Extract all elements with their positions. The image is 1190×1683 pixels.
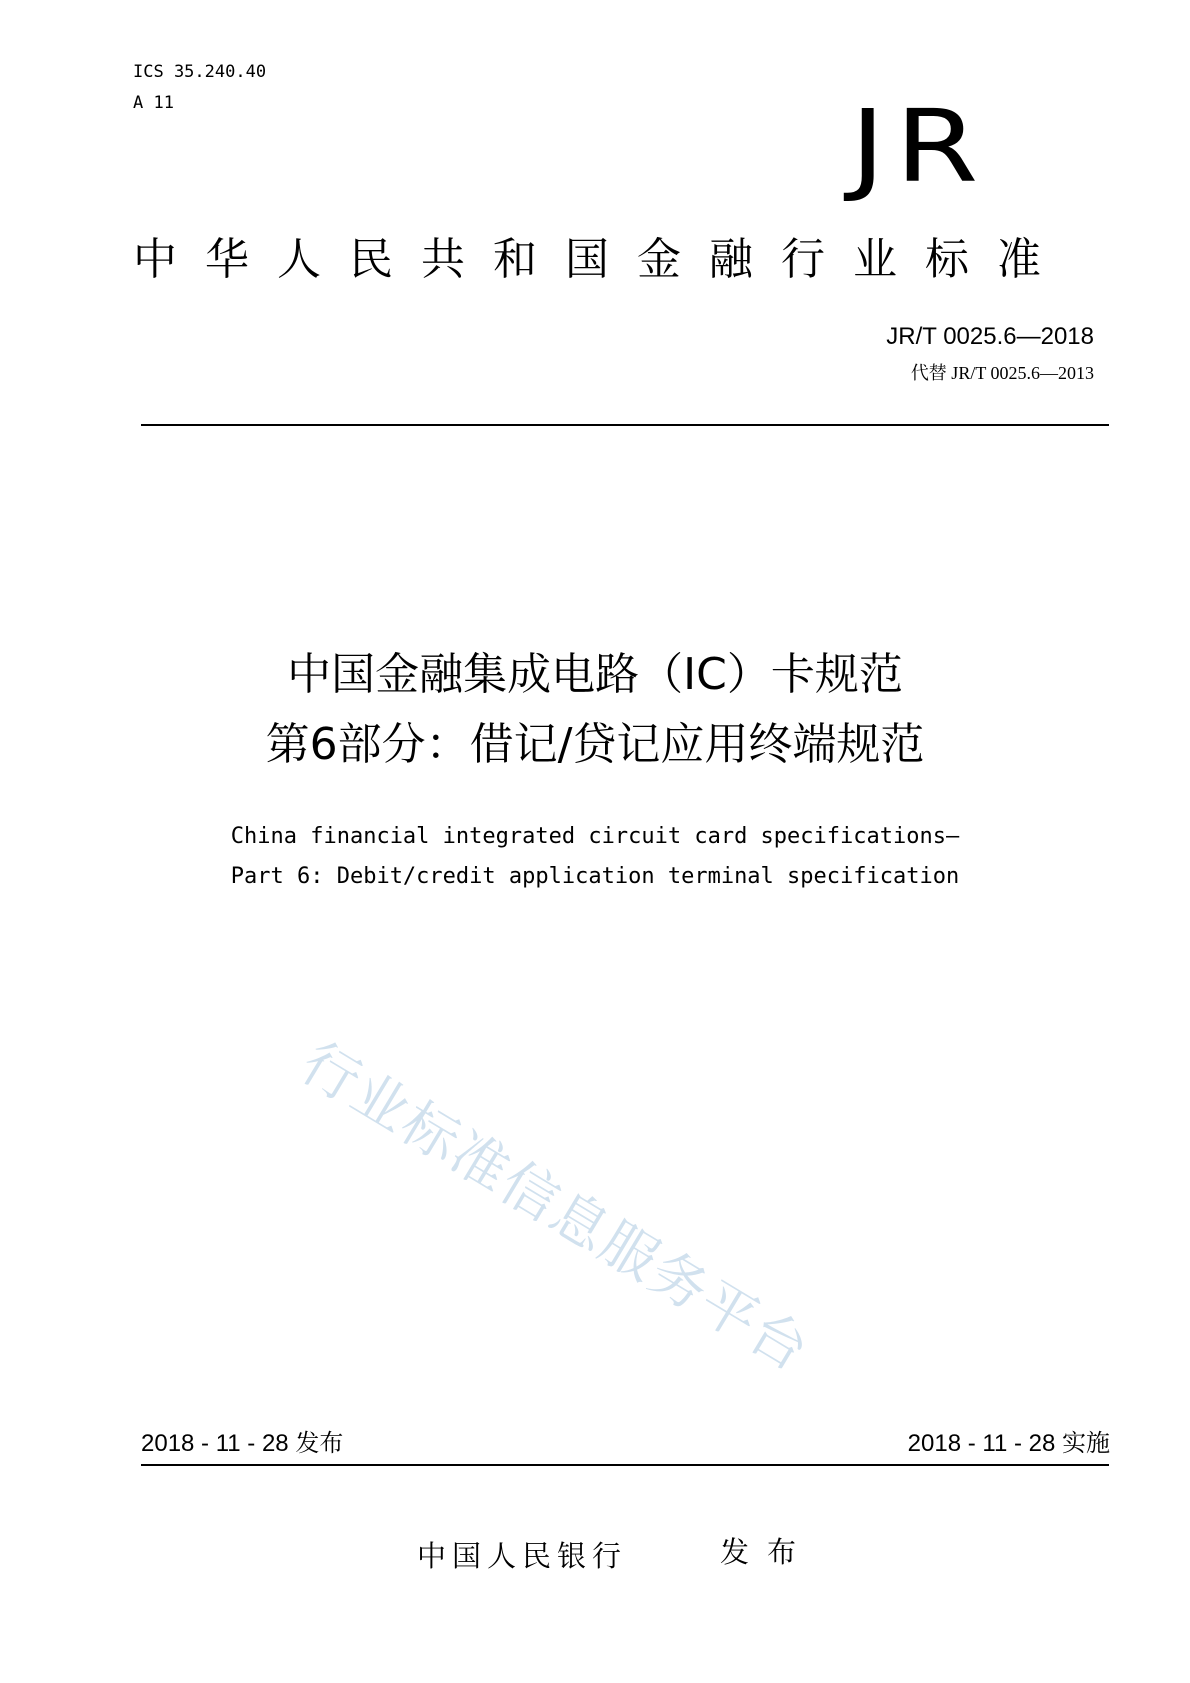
title-chinese-line-2: 第6部分：借记/贷记应用终端规范 xyxy=(265,719,925,770)
ics-code: ICS 35.240.40 xyxy=(133,62,267,82)
standard-category-header: 中华人民共和国金融行业标准 xyxy=(133,234,1069,285)
publisher: 中国人民银行 xyxy=(417,1539,628,1573)
title-english-line-2: Part 6: Debit/credit application terminal specification xyxy=(230,864,960,889)
standard-number: JR/T 0025.6—2018 xyxy=(886,323,1094,350)
issue-date: 2018 - 11 - 28 发布 xyxy=(141,1430,344,1457)
implementation-date: 2018 - 11 - 28 实施 xyxy=(907,1430,1110,1457)
publish-label: 发布 xyxy=(720,1535,815,1569)
jr-logo: JR xyxy=(850,88,988,205)
replaces-standard: 代替 JR/T 0025.6—2013 xyxy=(910,363,1094,383)
ccs-code: A 11 xyxy=(133,93,174,113)
title-chinese-line-1: 中国金融集成电路（IC）卡规范 xyxy=(287,649,903,700)
top-divider xyxy=(141,424,1109,426)
bottom-divider xyxy=(141,1464,1109,1466)
title-english-line-1: China financial integrated circuit card specifications— xyxy=(230,824,960,849)
watermark: 行业标准信息服务平台 xyxy=(290,1030,821,1385)
